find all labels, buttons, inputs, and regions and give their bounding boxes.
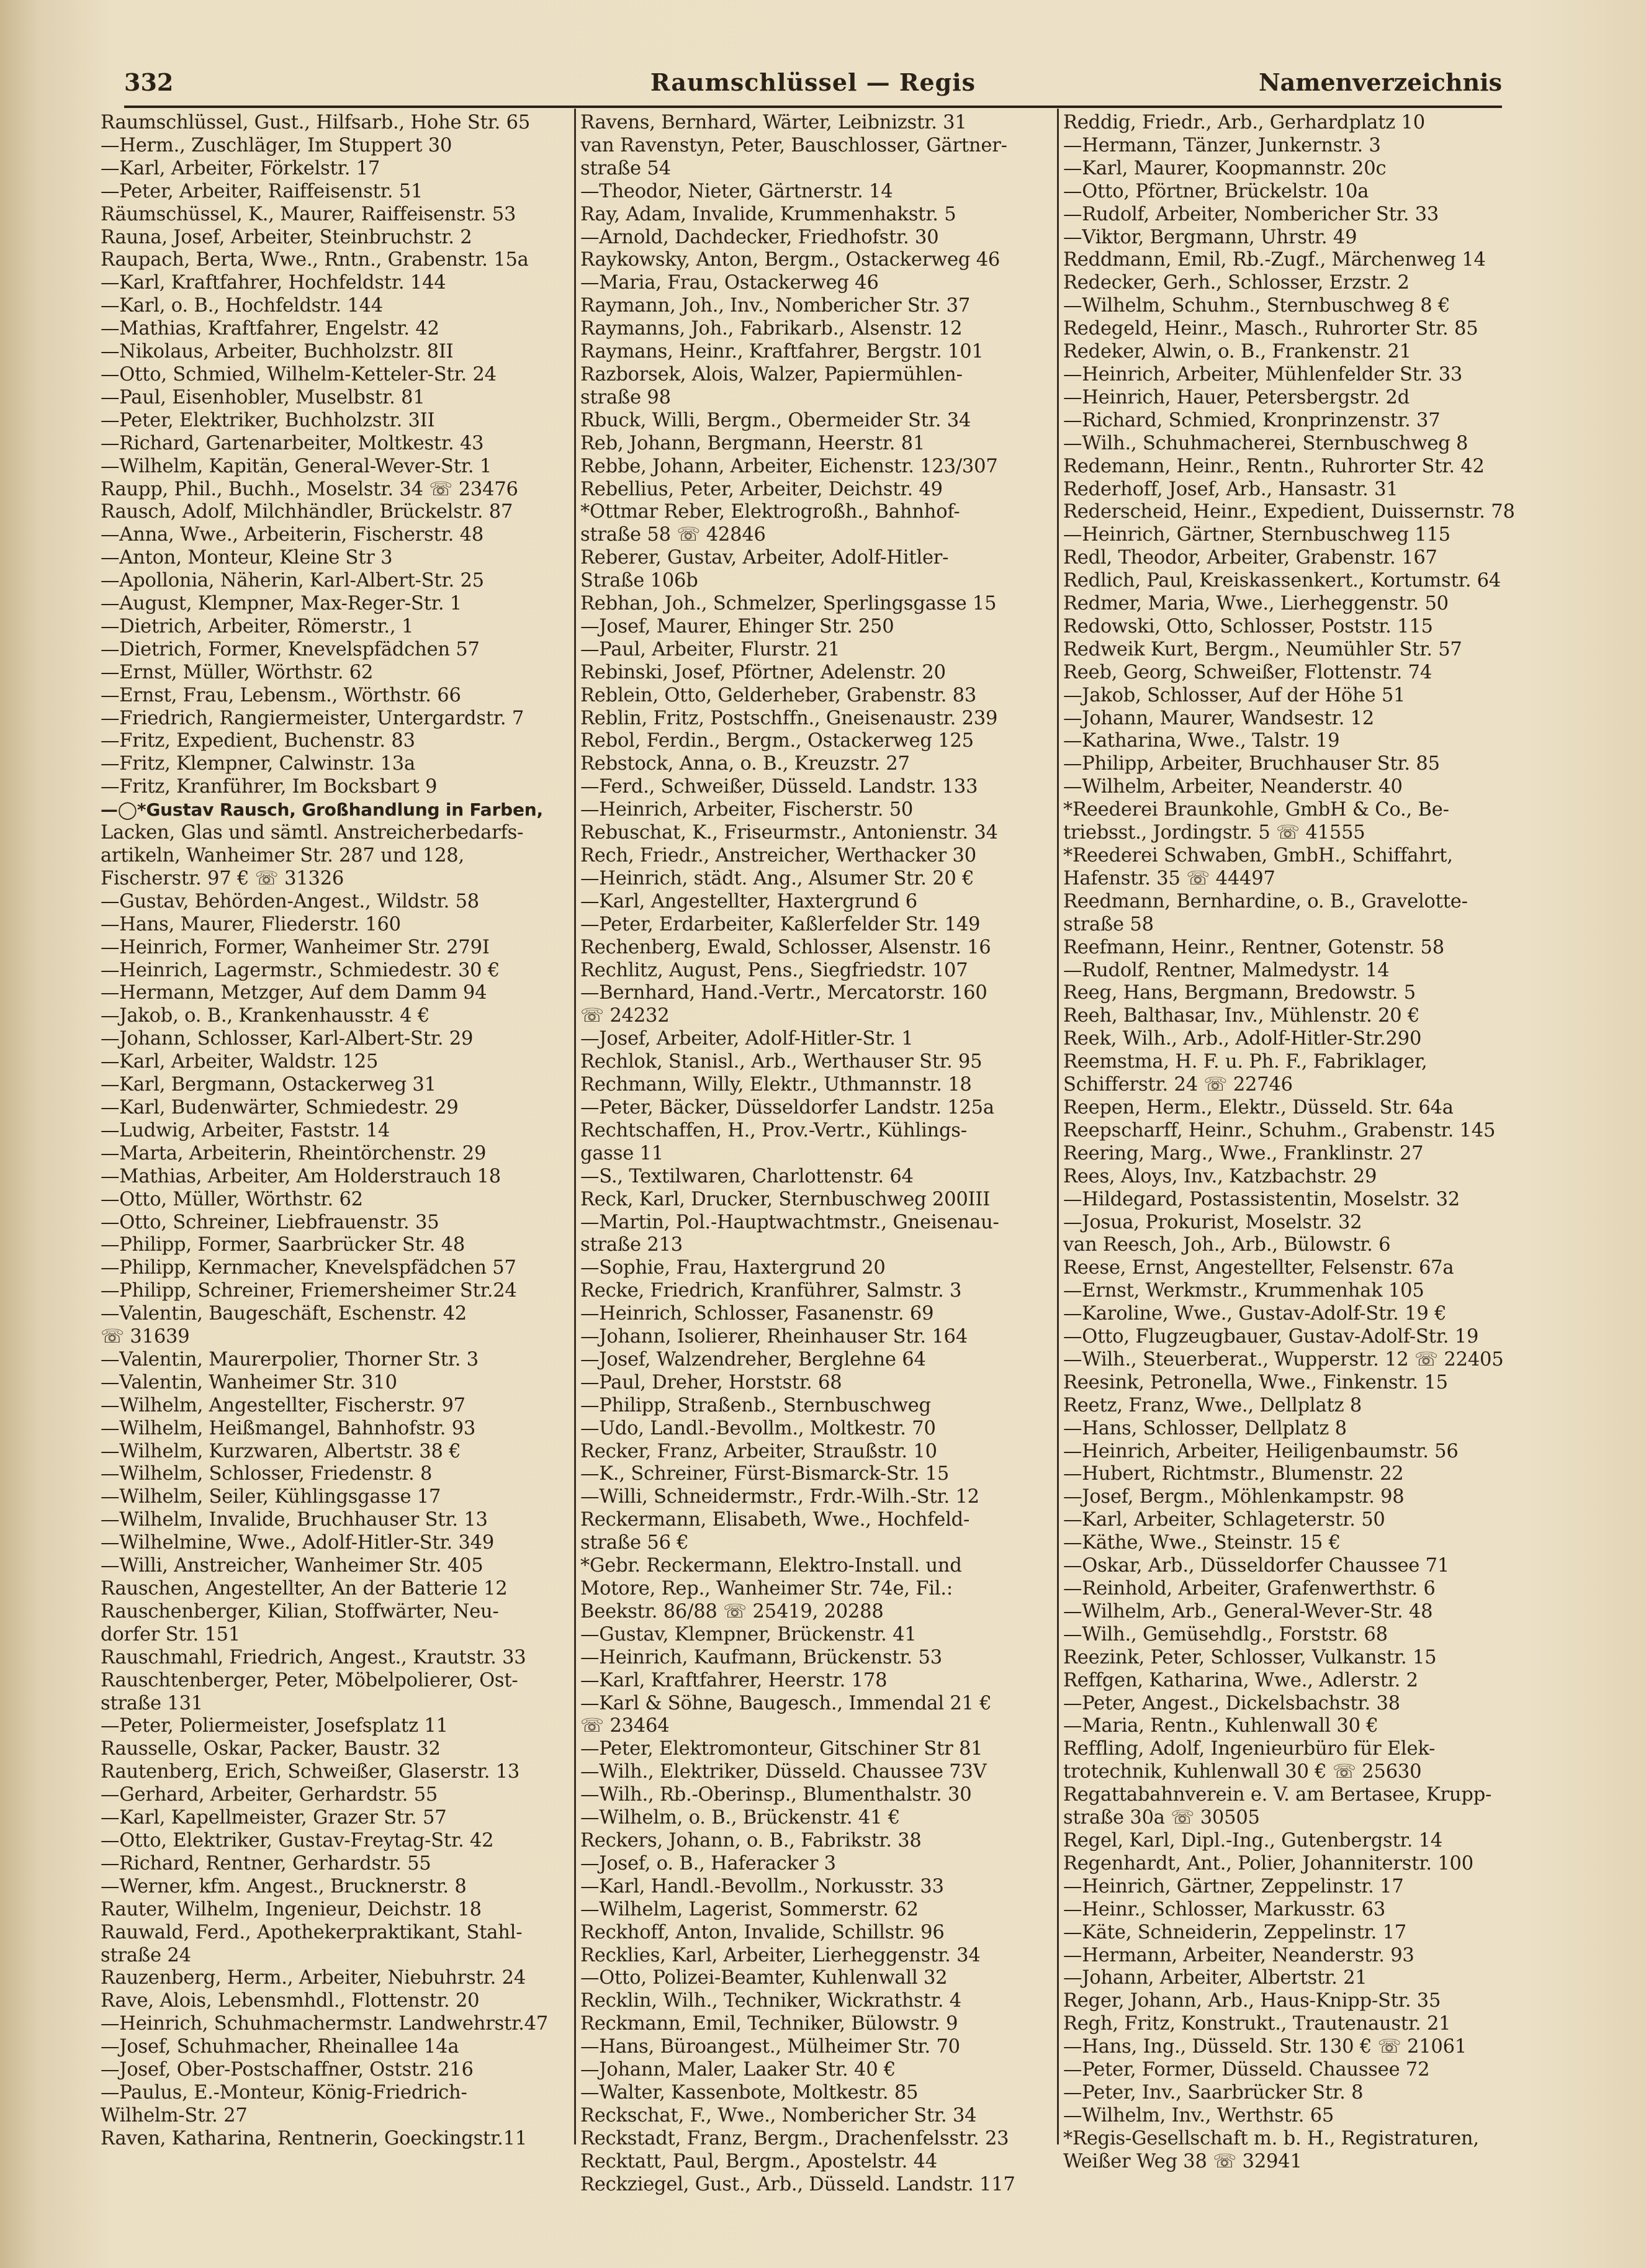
- directory-entry: Räumschüssel, K., Maurer, Raiffeisenstr. 53: [101, 203, 516, 225]
- directory-entry: Rauschtenberger, Peter, Möbelpolierer, Ost-: [101, 1669, 518, 1691]
- directory-entry: Weißer Weg 38 ☏ 32941: [1063, 2150, 1302, 2172]
- directory-entry: —Walter, Kassenbote, Moltkestr. 85: [580, 2081, 919, 2104]
- directory-entry: Reefmann, Heinr., Rentner, Gotenstr. 58: [1063, 936, 1444, 958]
- directory-entry: Regattabahnverein e. V. am Bertasee, Krupp-: [1063, 1784, 1492, 1806]
- directory-entry: Reemstma, H. F. u. Ph. F., Fabriklager,: [1063, 1051, 1428, 1073]
- directory-entry: Reffling, Adolf, Ingenieurbüro für Elek-: [1063, 1738, 1436, 1760]
- directory-entry: Raupach, Berta, Wwe., Rntn., Grabenstr. 15a: [101, 249, 529, 271]
- directory-entry: Rechlok, Stanisl., Arb., Werthauser Str. 95: [580, 1051, 983, 1073]
- directory-entry: —Karl, o. B., Hochfeldstr. 144: [101, 295, 383, 317]
- directory-entry: —Dietrich, Former, Knevelspfädchen 57: [101, 638, 480, 660]
- directory-entry: —Wilhelm, Schuhm., Sternbuschweg 8 €: [1063, 295, 1450, 317]
- directory-entry: straße 58 ☏ 42846: [580, 524, 766, 546]
- directory-entry: —Otto, Schmied, Wilhelm-Ketteler-Str. 24: [101, 363, 497, 385]
- directory-entry: straße 24: [101, 1944, 191, 1966]
- directory-entry: —Johann, Maurer, Wandsestr. 12: [1063, 707, 1374, 729]
- directory-entry: Reek, Wilh., Arb., Adolf-Hitler-Str.290: [1063, 1028, 1422, 1050]
- directory-entry: —Karl, Arbeiter, Waldstr. 125: [101, 1051, 379, 1073]
- directory-entry: —Fritz, Expedient, Buchenstr. 83: [101, 730, 415, 752]
- directory-entry: —Fritz, Klempner, Calwinstr. 13a: [101, 753, 415, 775]
- directory-entry: —Karl, Bergmann, Ostackerweg 31: [101, 1074, 436, 1096]
- directory-entry: Recklies, Karl, Arbeiter, Lierheggenstr. 34: [580, 1944, 981, 1966]
- directory-entry: van Ravenstyn, Peter, Bauschlosser, Gärtner-: [580, 134, 1007, 156]
- directory-entry: —Wilhelm, Arbeiter, Neanderstr. 40: [1063, 776, 1403, 798]
- directory-entry: —Josef, o. B., Haferacker 3: [580, 1852, 836, 1874]
- directory-entry: —Heinrich, Lagermstr., Schmiedestr. 30 €: [101, 959, 500, 981]
- directory-entry: —Dietrich, Arbeiter, Römerstr., 1: [101, 615, 414, 637]
- directory-entry: Rauter, Wilhelm, Ingenieur, Deichstr. 18: [101, 1898, 482, 1920]
- directory-entry: Reckziegel, Gust., Arb., Düsseld. Landstr. 117: [580, 2173, 1015, 2195]
- directory-entry: —Philipp, Former, Saarbrücker Str. 48: [101, 1234, 465, 1256]
- directory-entry: *Reederei Schwaben, GmbH., Schiffahrt,: [1063, 845, 1453, 866]
- directory-entry: straße 213: [580, 1234, 683, 1256]
- directory-entry: —Wilh., Gemüsehdlg., Forststr. 68: [1063, 1623, 1388, 1645]
- directory-entry: Regel, Karl, Dipl.-Ing., Gutenbergstr. 14: [1063, 1829, 1442, 1852]
- directory-entry: —Karl, Kraftfahrer, Hochfeldstr. 144: [101, 272, 446, 294]
- directory-entry: Rauzenberg, Herm., Arbeiter, Niebuhrstr. 24: [101, 1967, 526, 1989]
- directory-entry: Reeb, Georg, Schweißer, Flottenstr. 74: [1063, 661, 1432, 683]
- directory-entry: Redl, Theodor, Arbeiter, Grabenstr. 167: [1063, 547, 1437, 569]
- directory-entry: —Paul, Dreher, Horststr. 68: [580, 1371, 842, 1393]
- directory-entry: —Hans, Ing., Düsseld. Str. 130 € ☏ 21061: [1063, 2036, 1467, 2058]
- directory-entry: —K., Schreiner, Fürst-Bismarck-Str. 15: [580, 1463, 950, 1485]
- directory-entry: —Heinrich, Arbeiter, Fischerstr. 50: [580, 799, 914, 821]
- directory-entry: Reblein, Otto, Gelderheber, Grabenstr. 83: [580, 684, 977, 706]
- directory-entry: —Mathias, Arbeiter, Am Holderstrauch 18: [101, 1165, 501, 1187]
- directory-entry: Hafenstr. 35 ☏ 44497: [1063, 867, 1275, 889]
- directory-entry: Reckschat, F., Wwe., Nombericher Str. 34: [580, 2104, 977, 2126]
- directory-entry: Rebinski, Josef, Pförtner, Adelenstr. 20: [580, 661, 946, 683]
- directory-entry: Rausch, Adolf, Milchhändler, Brückelstr. 87: [101, 501, 513, 523]
- directory-entry: Reedmann, Bernhardine, o. B., Gravelotte-: [1063, 890, 1468, 912]
- directory-entry: —Richard, Rentner, Gerhardstr. 55: [101, 1852, 431, 1874]
- directory-entry: straße 58: [1063, 913, 1154, 935]
- directory-entry: —Philipp, Kernmacher, Knevelspfädchen 57: [101, 1257, 516, 1279]
- directory-entry: —Jakob, Schlosser, Auf der Höhe 51: [1063, 684, 1406, 706]
- directory-entry: —Maria, Frau, Ostackerweg 46: [580, 272, 879, 294]
- directory-entry: Rausselle, Oskar, Packer, Baustr. 32: [101, 1738, 441, 1760]
- directory-entry: Wilhelm-Str. 27: [101, 2104, 248, 2126]
- directory-entry: Reger, Johann, Arb., Haus-Knipp-Str. 35: [1063, 1990, 1441, 2012]
- directory-entry: —Anna, Wwe., Arbeiterin, Fischerstr. 48: [101, 524, 484, 546]
- directory-entry: —Otto, Flugzeugbauer, Gustav-Adolf-Str. 19: [1063, 1326, 1479, 1348]
- directory-entry: —Wilh., Elektriker, Düsseld. Chaussee 73V: [580, 1761, 987, 1783]
- directory-column-3: [1063, 112, 1519, 2179]
- directory-entry: —Peter, Inv., Saarbrücker Str. 8: [1063, 2081, 1364, 2104]
- directory-entry: —Wilhelm, Schlosser, Friedenstr. 8: [101, 1463, 433, 1485]
- page-title: Raumschlüssel — Regis: [650, 68, 976, 96]
- directory-entry: —Apollonia, Näherin, Karl-Albert-Str. 25: [101, 570, 484, 592]
- directory-entry: —Wilhelm, Kurzwaren, Albertstr. 38 €: [101, 1440, 461, 1462]
- directory-entry: —Peter, Former, Düsseld. Chaussee 72: [1063, 2059, 1430, 2081]
- directory-entry: Rebol, Ferdin., Bergm., Ostackerweg 125: [580, 730, 974, 752]
- directory-entry: Reckstadt, Franz, Bergm., Drachenfelsstr. 23: [580, 2127, 1009, 2149]
- directory-entry: Motore, Rep., Wanheimer Str. 74e, Fil.:: [580, 1578, 953, 1600]
- directory-entry: straße 131: [101, 1692, 204, 1714]
- section-title: Namenverzeichnis: [1258, 68, 1502, 96]
- directory-entry: *Reederei Braunkohle, GmbH & Co., Be-: [1063, 799, 1449, 821]
- directory-entry: Reck, Karl, Drucker, Sternbuschweg 200III: [580, 1188, 991, 1210]
- directory-entry: —Heinrich, Arbeiter, Heiligenbaumstr. 56: [1063, 1440, 1459, 1462]
- directory-entry: —Josef, Ober-Postschaffner, Oststr. 216: [101, 2059, 474, 2081]
- directory-column-2: [580, 112, 1052, 2195]
- directory-entry: ☏ 31639: [101, 1326, 190, 1348]
- page-number: 332: [124, 68, 174, 96]
- directory-entry: —Wilhelm, o. B., Brückenstr. 41 €: [580, 1807, 901, 1829]
- directory-entry: Rech, Friedr., Anstreicher, Werthacker 30: [580, 845, 976, 866]
- directory-entry: —Valentin, Maurerpolier, Thorner Str. 3: [101, 1348, 479, 1370]
- directory-entry: —Josua, Prokurist, Moselstr. 32: [1063, 1211, 1362, 1233]
- directory-entry: —Wilhelm, Kapitän, General-Wever-Str. 1: [101, 455, 492, 477]
- directory-entry: —Peter, Elektriker, Buchholzstr. 3II: [101, 409, 435, 431]
- directory-entry: —Valentin, Wanheimer Str. 310: [101, 1371, 397, 1393]
- directory-entry: —Wilhelmine, Wwe., Adolf-Hitler-Str. 349: [101, 1532, 495, 1554]
- directory-entry: —Heinrich, Arbeiter, Mühlenfelder Str. 33: [1063, 363, 1463, 385]
- directory-entry: —◯*Gustav Rausch, Großhandlung in Farben,: [101, 799, 543, 821]
- directory-entry: Redegeld, Heinr., Masch., Ruhrorter Str. 85: [1063, 318, 1478, 340]
- directory-entry: Reering, Marg., Wwe., Franklinstr. 27: [1063, 1142, 1424, 1164]
- directory-entry: Rebuschat, K., Friseurmstr., Antonienstr. 34: [580, 822, 998, 844]
- directory-entry: —Ernst, Werkmstr., Krummenhak 105: [1063, 1280, 1424, 1302]
- directory-entry: —Käte, Schneiderin, Zeppelinstr. 17: [1063, 1921, 1407, 1943]
- directory-entry: Rauna, Josef, Arbeiter, Steinbruchstr. 2: [101, 226, 472, 248]
- directory-entry: —Karl, Arbeiter, Schlageterstr. 50: [1063, 1509, 1385, 1531]
- directory-entry: —Karl, Handl.-Bevollm., Norkusstr. 33: [580, 1875, 944, 1897]
- directory-entry: Rederhoff, Josef, Arb., Hansastr. 31: [1063, 478, 1398, 500]
- directory-entry: Reblin, Fritz, Postschffn., Gneisenaustr. 239: [580, 707, 998, 729]
- directory-entry: —Wilh., Rb.-Oberinsp., Blumenthalstr. 30: [580, 1784, 972, 1806]
- directory-entry: ☏ 23464: [580, 1715, 670, 1737]
- directory-entry: Reepen, Herm., Elektr., Düsseld. Str. 64a: [1063, 1096, 1454, 1118]
- directory-entry: Reckhoff, Anton, Invalide, Schillstr. 96: [580, 1921, 945, 1943]
- directory-entry: trotechnik, Kuhlenwall 30 € ☏ 25630: [1063, 1761, 1422, 1783]
- directory-entry: Raymann, Joh., Inv., Nombericher Str. 37: [580, 295, 971, 317]
- directory-entry: —Heinrich, Schlosser, Fasanenstr. 69: [580, 1303, 934, 1325]
- directory-entry: —Karl, Maurer, Koopmannstr. 20c: [1063, 157, 1387, 179]
- directory-entry: triebsst., Jordingstr. 5 ☏ 41555: [1063, 822, 1365, 844]
- directory-entry: Redowski, Otto, Schlosser, Poststr. 115: [1063, 615, 1433, 637]
- directory-entry: —Karl, Budenwärter, Schmiedestr. 29: [101, 1096, 459, 1118]
- directory-entry: —Peter, Poliermeister, Josefsplatz 11: [101, 1715, 448, 1737]
- directory-entry: Redlich, Paul, Kreiskassenkert., Kortumstr. 64: [1063, 570, 1501, 592]
- directory-entry: —Paul, Eisenhobler, Muselbstr. 81: [101, 386, 425, 408]
- directory-entry: Straße 106b: [580, 570, 698, 592]
- directory-entry: —Wilhelm, Invalide, Bruchhauser Str. 13: [101, 1509, 488, 1531]
- directory-entry: —Paul, Arbeiter, Flurstr. 21: [580, 638, 840, 660]
- directory-entry: —Josef, Arbeiter, Adolf-Hitler-Str. 1: [580, 1028, 914, 1050]
- directory-entry: Recker, Franz, Arbeiter, Straußstr. 10: [580, 1440, 937, 1462]
- directory-entry: —Anton, Monteur, Kleine Str 3: [101, 547, 393, 569]
- directory-entry: —Valentin, Baugeschäft, Eschenstr. 42: [101, 1303, 467, 1325]
- directory-entry: Raymanns, Joh., Fabrikarb., Alsenstr. 12: [580, 318, 963, 340]
- directory-entry: —Karl, Angestellter, Haxtergrund 6: [580, 890, 917, 912]
- directory-entry: —Nikolaus, Arbeiter, Buchholzstr. 8II: [101, 341, 454, 363]
- directory-entry: —Rudolf, Arbeiter, Nombericher Str. 33: [1063, 203, 1439, 225]
- directory-entry: Rechtschaffen, H., Prov.-Vertr., Kühlings-: [580, 1119, 967, 1141]
- directory-entry: Raupp, Phil., Buchh., Moselstr. 34 ☏ 23476: [101, 478, 518, 500]
- directory-entry: straße 54: [580, 157, 671, 179]
- directory-entry: —Otto, Pförtner, Brückelstr. 10a: [1063, 180, 1369, 202]
- directory-entry: —Maria, Rentn., Kuhlenwall 30 €: [1063, 1715, 1378, 1737]
- directory-entry: —Heinrich, Schuhmachermstr. Landwehrstr.47: [101, 2013, 549, 2035]
- directory-entry: Rave, Alois, Lebensmhdl., Flottenstr. 20: [101, 1990, 480, 2012]
- directory-entry: Rebstock, Anna, o. B., Kreuzstr. 27: [580, 753, 910, 775]
- directory-entry: —Bernhard, Hand.-Vertr., Mercatorstr. 160: [580, 982, 987, 1004]
- directory-entry: Reeg, Hans, Bergmann, Bredowstr. 5: [1063, 982, 1416, 1004]
- directory-entry: —Hubert, Richtmstr., Blumenstr. 22: [1063, 1463, 1404, 1485]
- directory-entry: Fischerstr. 97 € ☏ 31326: [101, 867, 344, 889]
- directory-entry: —Wilhelm, Angestellter, Fischerstr. 97: [101, 1394, 465, 1416]
- directory-entry: —Marta, Arbeiterin, Rheintörchenstr. 29: [101, 1142, 487, 1164]
- column-divider-1: [574, 109, 576, 2144]
- directory-entry: Recke, Friedrich, Kranführer, Salmstr. 3: [580, 1280, 962, 1302]
- directory-entry: —Wilhelm, Heißmangel, Bahnhofstr. 93: [101, 1417, 476, 1439]
- directory-entry: —Josef, Maurer, Ehinger Str. 250: [580, 615, 894, 637]
- directory-entry: —Hans, Büroangest., Mülheimer Str. 70: [580, 2036, 960, 2058]
- directory-entry: Raymans, Heinr., Kraftfahrer, Bergstr. 101: [580, 341, 984, 363]
- directory-entry: Raumschlüssel, Gust., Hilfsarb., Hohe Str. 65: [101, 112, 531, 133]
- directory-entry: —Ernst, Müller, Wörthstr. 62: [101, 661, 374, 683]
- directory-entry: gasse 11: [580, 1142, 663, 1164]
- directory-entry: —Otto, Polizei-Beamter, Kuhlenwall 32: [580, 1967, 948, 1989]
- directory-entry: Lacken, Glas und sämtl. Anstreicherbedarfs-: [101, 822, 524, 844]
- directory-entry: Beekstr. 86/88 ☏ 25419, 20288: [580, 1600, 884, 1622]
- directory-entry: Rechmann, Willy, Elektr., Uthmannstr. 18: [580, 1074, 972, 1096]
- directory-entry: —Peter, Bäcker, Düsseldorfer Landstr. 125a: [580, 1096, 994, 1118]
- directory-entry: —Ferd., Schweißer, Düsseld. Landstr. 133: [580, 776, 978, 798]
- directory-entry: Raykowsky, Anton, Bergm., Ostackerweg 46: [580, 249, 1001, 271]
- directory-entry: —S., Textilwaren, Charlottenstr. 64: [580, 1165, 914, 1187]
- directory-entry: —Jakob, o. B., Krankenhausstr. 4 €: [101, 1005, 430, 1027]
- directory-entry: Rechlitz, August, Pens., Siegfriedstr. 107: [580, 959, 968, 981]
- directory-entry: Razborsek, Alois, Walzer, Papiermühlen-: [580, 363, 963, 385]
- directory-entry: Rauschen, Angestellter, An der Batterie 12: [101, 1578, 508, 1600]
- directory-entry: —Hans, Schlosser, Dellplatz 8: [1063, 1417, 1347, 1439]
- directory-entry: Reberer, Gustav, Arbeiter, Adolf-Hitler-: [580, 547, 949, 569]
- directory-entry: Reckermann, Elisabeth, Wwe., Hochfeld-: [580, 1509, 970, 1531]
- directory-entry: —August, Klempner, Max-Reger-Str. 1: [101, 593, 462, 615]
- directory-entry: dorfer Str. 151: [101, 1623, 241, 1645]
- directory-entry: —Wilhelm, Seiler, Kühlingsgasse 17: [101, 1486, 441, 1508]
- directory-entry: —Wilhelm, Arb., General-Wever-Str. 48: [1063, 1600, 1433, 1622]
- directory-entry: —Peter, Erdarbeiter, Kaßlerfelder Str. 149: [580, 913, 981, 935]
- directory-entry: —Gustav, Behörden-Angest., Wildstr. 58: [101, 890, 479, 912]
- directory-entry: Reepscharff, Heinr., Schuhm., Grabenstr. 145: [1063, 1119, 1496, 1141]
- directory-entry: —Philipp, Straßenb., Sternbuschweg: [580, 1394, 931, 1416]
- directory-entry: —Josef, Bergm., Möhlenkampstr. 98: [1063, 1486, 1405, 1508]
- directory-column-1: [101, 112, 566, 2179]
- directory-entry: Rbuck, Willi, Bergm., Obermeider Str. 34: [580, 409, 971, 431]
- directory-entry: Rebhan, Joh., Schmelzer, Sperlingsgasse 15: [580, 593, 997, 615]
- directory-entry: —Karoline, Wwe., Gustav-Adolf-Str. 19 €: [1063, 1303, 1447, 1325]
- directory-entry: —Mathias, Kraftfahrer, Engelstr. 42: [101, 318, 439, 340]
- directory-entry: —Johann, Arbeiter, Albertstr. 21: [1063, 1967, 1367, 1989]
- directory-entry: Rautenberg, Erich, Schweißer, Glaserstr. 13: [101, 1761, 520, 1783]
- directory-entry: —Käthe, Wwe., Steinstr. 15 €: [1063, 1532, 1341, 1554]
- directory-entry: Rechenberg, Ewald, Schlosser, Alsenstr. 16: [580, 936, 991, 958]
- directory-entry: —Josef, Schuhmacher, Rheinallee 14a: [101, 2036, 459, 2058]
- directory-entry: —Willi, Anstreicher, Wanheimer Str. 405: [101, 1555, 483, 1577]
- directory-entry: —Otto, Müller, Wörthstr. 62: [101, 1188, 363, 1210]
- directory-entry: Ray, Adam, Invalide, Krummenhakstr. 5: [580, 203, 956, 225]
- directory-entry: van Reesch, Joh., Arb., Bülowstr. 6: [1063, 1234, 1391, 1256]
- directory-entry: —Udo, Landl.-Bevollm., Moltkestr. 70: [580, 1417, 936, 1439]
- directory-entry: Regh, Fritz, Konstrukt., Trautenaustr. 21: [1063, 2013, 1451, 2035]
- directory-entry: Reffgen, Katharina, Wwe., Adlerstr. 2: [1063, 1669, 1418, 1691]
- directory-entry: Reesink, Petronella, Wwe., Finkenstr. 15: [1063, 1371, 1448, 1393]
- directory-entry: ☏ 24232: [580, 1005, 670, 1027]
- directory-entry: —Hermann, Arbeiter, Neanderstr. 93: [1063, 1944, 1414, 1966]
- directory-entry: —Sophie, Frau, Haxtergrund 20: [580, 1257, 886, 1279]
- directory-entry: Reddmann, Emil, Rb.-Zugf., Märchenweg 14: [1063, 249, 1486, 271]
- directory-entry: Reckmann, Emil, Techniker, Bülowstr. 9: [580, 2013, 958, 2035]
- directory-entry: artikeln, Wanheimer Str. 287 und 128,: [101, 845, 465, 866]
- directory-entry: Rebbe, Johann, Arbeiter, Eichenstr. 123/307: [580, 455, 998, 477]
- directory-entry: —Viktor, Bergmann, Uhrstr. 49: [1063, 226, 1357, 248]
- directory-entry: Recktatt, Paul, Bergm., Apostelstr. 44: [580, 2150, 937, 2172]
- directory-entry: —Hermann, Metzger, Auf dem Damm 94: [101, 982, 487, 1004]
- directory-entry: —Friedrich, Rangiermeister, Untergardstr. 7: [101, 707, 524, 729]
- directory-entry: —Paulus, E.-Monteur, König-Friedrich-: [101, 2081, 467, 2104]
- directory-entry: Rebellius, Peter, Arbeiter, Deichstr. 49: [580, 478, 943, 500]
- directory-entry: —Heinrich, Kaufmann, Brückenstr. 53: [580, 1646, 942, 1668]
- directory-entry: Redmer, Maria, Wwe., Lierheggenstr. 50: [1063, 593, 1449, 615]
- directory-entry: —Ludwig, Arbeiter, Faststr. 14: [101, 1119, 390, 1141]
- directory-entry: —Reinhold, Arbeiter, Grafenwerthstr. 6: [1063, 1578, 1436, 1600]
- directory-entry: —Karl, Kapellmeister, Grazer Str. 57: [101, 1807, 447, 1829]
- directory-entry: —Philipp, Arbeiter, Bruchhauser Str. 85: [1063, 753, 1440, 775]
- directory-entry: —Martin, Pol.-Hauptwachtmstr., Gneisenau-: [580, 1211, 999, 1233]
- directory-entry: —Arnold, Dachdecker, Friedhofstr. 30: [580, 226, 939, 248]
- directory-entry: Recklin, Wilh., Techniker, Wickrathstr. 4: [580, 1990, 961, 2012]
- directory-entry: —Karl, Arbeiter, Förkelstr. 17: [101, 157, 380, 179]
- directory-entry: —Johann, Maler, Laaker Str. 40 €: [580, 2059, 896, 2081]
- column-divider-2: [1057, 109, 1059, 2144]
- directory-entry: —Gustav, Klempner, Brückenstr. 41: [580, 1623, 917, 1645]
- directory-entry: *Ottmar Reber, Elektrogroßh., Bahnhof-: [580, 501, 960, 523]
- directory-entry: —Oskar, Arb., Düsseldorfer Chaussee 71: [1063, 1555, 1450, 1577]
- directory-entry: —Heinrich, Former, Wanheimer Str. 279I: [101, 936, 490, 958]
- directory-entry: —Willi, Schneidermstr., Frdr.-Wilh.-Str. 12: [580, 1486, 979, 1508]
- directory-entry: —Heinrich, Hauer, Petersbergstr. 2d: [1063, 386, 1410, 408]
- directory-entry: —Wilh., Schuhmacherei, Sternbuschweg 8: [1063, 432, 1468, 454]
- directory-entry: straße 30a ☏ 30505: [1063, 1807, 1260, 1829]
- directory-entry: —Karl & Söhne, Baugesch., Immendal 21 €: [580, 1692, 992, 1714]
- directory-entry: —Peter, Angest., Dickelsbachstr. 38: [1063, 1692, 1400, 1714]
- directory-entry: Reezink, Peter, Schlosser, Vulkanstr. 15: [1063, 1646, 1437, 1668]
- directory-entry: —Herm., Zuschläger, Im Stuppert 30: [101, 134, 452, 156]
- directory-entry: *Gebr. Reckermann, Elektro-Install. und: [580, 1555, 962, 1577]
- directory-entry: Reese, Ernst, Angestellter, Felsenstr. 67a: [1063, 1257, 1454, 1279]
- directory-entry: Reddig, Friedr., Arb., Gerhardplatz 10: [1063, 112, 1425, 133]
- directory-entry: —Wilh., Steuerberat., Wupperstr. 12 ☏ 22405: [1063, 1348, 1504, 1370]
- page-header: [124, 68, 1502, 108]
- directory-entry: —Gerhard, Arbeiter, Gerhardstr. 55: [101, 1784, 438, 1806]
- directory-entry: Schifferstr. 24 ☏ 22746: [1063, 1074, 1293, 1096]
- directory-entry: —Hans, Maurer, Fliederstr. 160: [101, 913, 401, 935]
- directory-entry: —Peter, Elektromonteur, Gitschiner Str 81: [580, 1738, 983, 1760]
- directory-entry: —Heinrich, Gärtner, Sternbuschweg 115: [1063, 524, 1450, 546]
- directory-entry: —Katharina, Wwe., Talstr. 19: [1063, 730, 1340, 752]
- directory-entry: straße 56 €: [580, 1532, 689, 1554]
- directory-entry: Redweik Kurt, Bergm., Neumühler Str. 57: [1063, 638, 1462, 660]
- directory-entry: —Philipp, Schreiner, Friemersheimer Str.24: [101, 1280, 517, 1302]
- directory-entry: —Wilhelm, Lagerist, Sommerstr. 62: [580, 1898, 919, 1920]
- directory-entry: Rauschenberger, Kilian, Stoffwärter, Neu-: [101, 1600, 499, 1622]
- directory-entry: —Johann, Schlosser, Karl-Albert-Str. 29: [101, 1028, 474, 1050]
- directory-entry: —Peter, Arbeiter, Raiffeisenstr. 51: [101, 180, 423, 202]
- directory-entry: straße 98: [580, 386, 671, 408]
- directory-entry: —Wilhelm, Inv., Werthstr. 65: [1063, 2104, 1334, 2126]
- directory-entry: —Karl, Kraftfahrer, Heerstr. 178: [580, 1669, 888, 1691]
- directory-entry: Redecker, Gerh., Schlosser, Erzstr. 2: [1063, 272, 1410, 294]
- directory-entry: Rauschmahl, Friedrich, Angest., Krautstr. 33: [101, 1646, 526, 1668]
- directory-entry: —Otto, Schreiner, Liebfrauenstr. 35: [101, 1211, 439, 1233]
- directory-entry: Reb, Johann, Bergmann, Heerstr. 81: [580, 432, 925, 454]
- directory-entry: Redemann, Heinr., Rentn., Ruhrorter Str. 42: [1063, 455, 1485, 477]
- directory-entry: Redeker, Alwin, o. B., Frankenstr. 21: [1063, 341, 1411, 363]
- directory-entry: Reeh, Balthasar, Inv., Mühlenstr. 20 €: [1063, 1005, 1420, 1027]
- directory-entry: Ravens, Bernhard, Wärter, Leibnizstr. 31: [580, 112, 967, 133]
- directory-entry: —Heinrich, Gärtner, Zeppelinstr. 17: [1063, 1875, 1404, 1897]
- directory-entry: —Richard, Schmied, Kronprinzenstr. 37: [1063, 409, 1441, 431]
- directory-entry: Regenhardt, Ant., Polier, Johanniterstr. 100: [1063, 1852, 1473, 1874]
- directory-entry: —Fritz, Kranführer, Im Bocksbart 9: [101, 776, 438, 798]
- directory-entry: —Ernst, Frau, Lebensm., Wörthstr. 66: [101, 684, 461, 706]
- directory-entry: —Heinr., Schlosser, Markusstr. 63: [1063, 1898, 1386, 1920]
- directory-entry: Rederscheid, Heinr., Expedient, Duissernstr. 78: [1063, 501, 1515, 523]
- directory-entry: —Johann, Isolierer, Rheinhauser Str. 164: [580, 1326, 968, 1348]
- directory-entry: Rees, Aloys, Inv., Katzbachstr. 29: [1063, 1165, 1377, 1187]
- directory-entry: —Rudolf, Rentner, Malmedystr. 14: [1063, 959, 1390, 981]
- directory-entry: Raven, Katharina, Rentnerin, Goeckingstr.11: [101, 2127, 528, 2149]
- directory-entry: —Theodor, Nieter, Gärtnerstr. 14: [580, 180, 893, 202]
- directory-entry: —Otto, Elektriker, Gustav-Freytag-Str. 42: [101, 1829, 494, 1852]
- directory-entry: Rauwald, Ferd., Apothekerpraktikant, Stahl-: [101, 1921, 523, 1943]
- directory-entry: —Hermann, Tänzer, Junkernstr. 3: [1063, 134, 1381, 156]
- directory-entry: —Richard, Gartenarbeiter, Moltkestr. 43: [101, 432, 484, 454]
- directory-entry: —Heinrich, städt. Ang., Alsumer Str. 20 €: [580, 867, 974, 889]
- directory-entry: —Werner, kfm. Angest., Brucknerstr. 8: [101, 1875, 467, 1897]
- directory-entry: Reckers, Johann, o. B., Fabrikstr. 38: [580, 1829, 922, 1852]
- directory-entry: *Regis-Gesellschaft m. b. H., Registraturen,: [1063, 2127, 1479, 2149]
- directory-entry: Reetz, Franz, Wwe., Dellplatz 8: [1063, 1394, 1362, 1416]
- directory-entry: —Josef, Walzendreher, Berglehne 64: [580, 1348, 926, 1370]
- directory-entry: —Hildegard, Postassistentin, Moselstr. 32: [1063, 1188, 1460, 1210]
